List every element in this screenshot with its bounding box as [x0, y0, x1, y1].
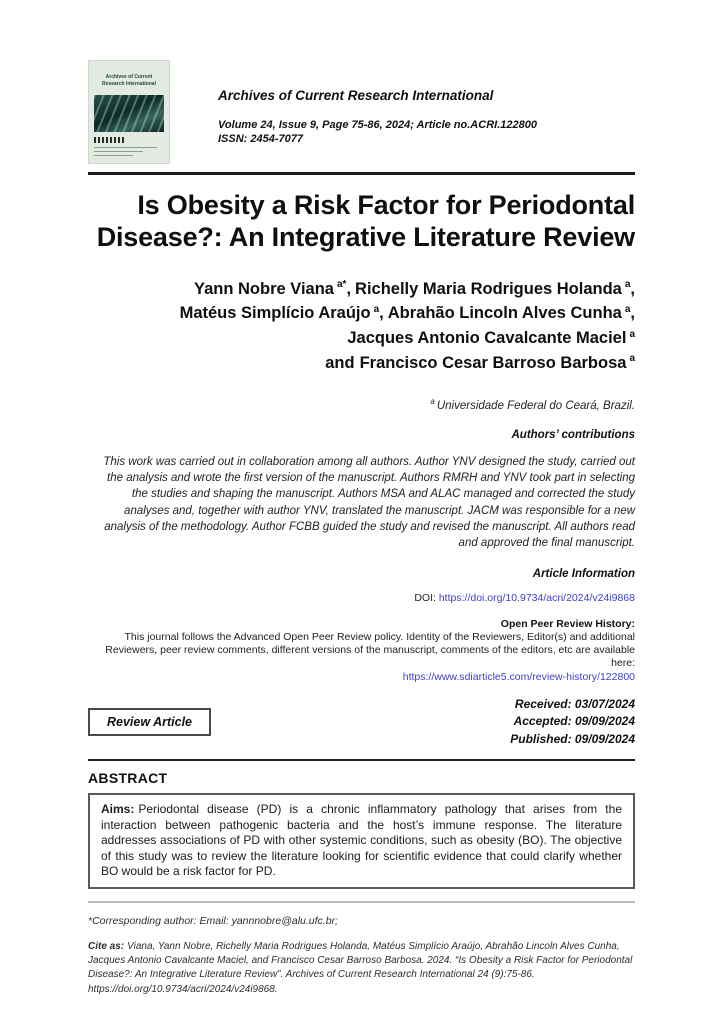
cover-text-lines: [94, 147, 164, 159]
author-affiliation-mark: a: [624, 303, 631, 315]
authors-contributions-text: This work was carried out in collaboration among all authors. Author YNV designed the study, carried out the analysis and wrote the first version of the manuscript. Authors RMRH and YNV took part in selecting the studies and shaping the manuscript. Authors MSA and ALAC managed and corrected the study analyses and, together with author YNV, translated the manuscript. JACM was responsible for a new analysis of the methodology. Author FCBB guided the study and revised the manuscript. All authors read and approved the final manuscript.: [103, 455, 635, 550]
author-line: [88, 277, 635, 302]
cover-barcode: [94, 137, 124, 143]
author-line: [88, 351, 635, 376]
abstract-divider-rule: [88, 759, 635, 761]
cover-photo: [94, 95, 164, 132]
journal-issn-line: ISSN: 2454-7077: [218, 133, 303, 146]
author-name: Yann Nobre Viana: [193, 279, 334, 298]
journal-volume-line: Volume 24, Issue 9, Page 75-86, 2024; Article no.ACRI.122800: [218, 119, 537, 131]
affiliation-text: Universidade Federal do Ceará, Brazil.: [436, 399, 635, 412]
cite-as-text: Viana, Yann Nobre, Richelly Maria Rodrigues Holanda, Matéus Simplício Araújo, Abrahão Lincoln Alves Cunha, Jacques Antonio Cavalcante Maciel, and Francisco Cesar Barroso Barbosa. 2024. “Is Obesity a Risk Factor for Periodontal Disease?: An Integrative Literature Review”. Archives of Current Research International 24 (9):75-86. https://doi.org/10.9734/acri/2024/v24i9868.: [88, 940, 633, 995]
abstract-heading: ABSTRACT: [88, 770, 168, 786]
aims-text: Periodontal disease (PD) is a chronic inflammatory pathology that arises from the interaction between pathogenic bacteria and the host’s immune response. The literature addresses associations of PD with other systemic conditions, such as obesity (BO). The objective of this study was to review the literature looking for scientific evidence that could clarify whether BO would be a risk factor for PD.: [101, 802, 622, 879]
author-separator: ,: [630, 279, 635, 298]
article-type-and-dates: [88, 696, 635, 748]
peer-review-text: This journal follows the Advanced Open Peer Review policy. Identity of the Reviewers, Editor(s) and additional Reviewers, peer review comments, different versions of the manuscript, comments of the editors, etc are available here:: [105, 630, 635, 670]
peer-review-link-line: [88, 671, 635, 683]
received-date: Received: 03/07/2024: [514, 696, 635, 711]
author-name: Francisco Cesar Barroso Barbosa: [359, 353, 627, 372]
journal-meta: [218, 118, 537, 147]
journal-header-text: [218, 60, 537, 147]
footer-divider-rule: [88, 901, 635, 903]
peer-review-history-link[interactable]: https://www.sdiarticle5.com/review-history/122800: [402, 670, 635, 683]
cover-title-line1: Archives of Current: [105, 74, 153, 80]
author-affiliation-mark: a: [624, 279, 631, 291]
article-title: Is Obesity a Risk Factor for Periodontal Disease?: An Integrative Literature Review: [96, 190, 635, 252]
author-affiliation-mark: a: [629, 328, 635, 340]
accepted-date: Accepted: 09/09/2024: [513, 714, 635, 729]
author-name: Jacques Antonio Cavalcante Maciel: [347, 329, 627, 348]
abstract-box: [88, 793, 635, 889]
affiliation-mark: a: [430, 396, 435, 406]
author-line: [88, 326, 635, 351]
journal-name: Archives of Current Research International: [218, 88, 494, 103]
affiliation-line: [88, 397, 635, 412]
cover-title-line2: Research International: [102, 80, 156, 87]
and-word: and: [325, 353, 355, 372]
corresponding-author-note: *Corresponding author: Email: yannnobre@alu.ufc.br;: [88, 914, 338, 927]
cover-title: [94, 74, 164, 87]
author-affiliation-mark: a: [629, 353, 635, 365]
doi-line: [88, 592, 635, 604]
article-dates: [510, 696, 635, 748]
authors-contributions-heading: Authors’ contributions: [511, 428, 635, 441]
author-separator: ,: [379, 304, 384, 323]
peer-review-heading: Open Peer Review History:: [500, 617, 635, 630]
author-separator: ,: [346, 279, 352, 298]
citation-block: [88, 940, 635, 997]
doi-label: DOI:: [414, 591, 436, 604]
author-name: Matéus Simplício Araújo: [179, 304, 371, 323]
author-affiliation-mark: a*: [336, 279, 347, 291]
author-list: [88, 277, 635, 376]
author-name: Richelly Maria Rodrigues Holanda: [355, 279, 622, 298]
author-line: [88, 301, 635, 326]
cite-as-label: Cite as:: [88, 940, 125, 952]
published-date: Published: 09/09/2024: [510, 731, 635, 746]
journal-header: [88, 60, 635, 164]
header-divider-rule: [88, 172, 635, 175]
article-type-badge: Review Article: [88, 708, 211, 736]
author-name: Abrahão Lincoln Alves Cunha: [387, 304, 622, 323]
author-affiliation-mark: a: [373, 303, 380, 315]
aims-label: Aims:: [101, 802, 135, 816]
author-separator: ,: [630, 304, 635, 323]
article-information-heading: Article Information: [532, 567, 635, 580]
journal-cover-thumbnail: [88, 60, 170, 164]
doi-link[interactable]: https://doi.org/10.9734/acri/2024/v24i9868: [438, 591, 635, 604]
